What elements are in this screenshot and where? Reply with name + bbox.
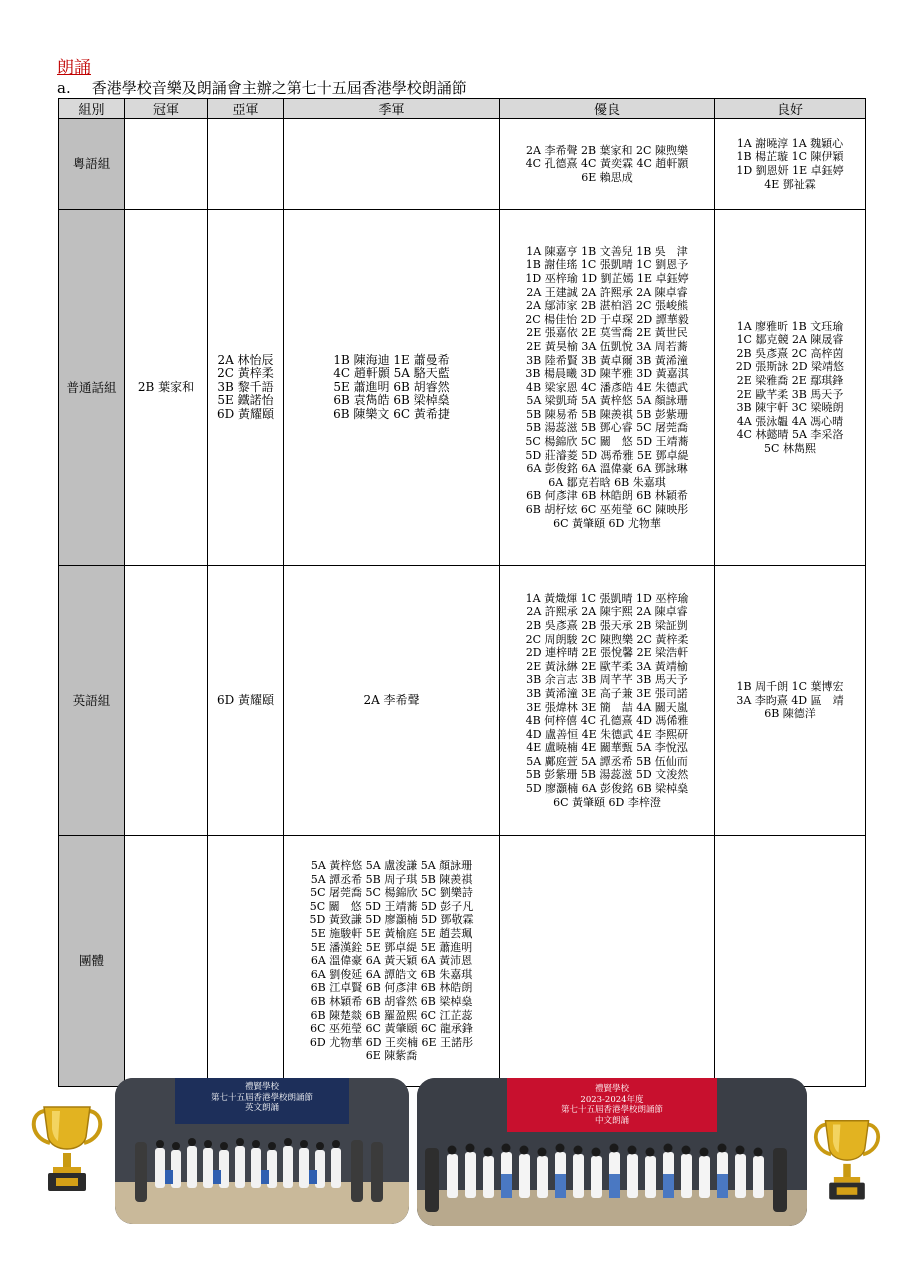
- champion-cell: [125, 119, 208, 210]
- name-line: 6D 黃耀頤: [216, 406, 275, 421]
- name-line: 5C 楊錦欣 5C 關 悠 5D 王靖蕎: [525, 435, 689, 449]
- left-banner-line: 第七十五屆香港學校朗誦節: [210, 1092, 313, 1103]
- table-row: [59, 836, 866, 1087]
- name-line: 4B 梁家恩 4C 潘彥皓 4E 朱德武: [525, 380, 688, 394]
- name-line: 1A 廖雅昕 1B 文珏瑜: [736, 319, 844, 333]
- name-line: 6B 陳楚燚 6B 羅盈熙 6C 江芷蕊: [310, 1008, 473, 1022]
- name-line: 2A 王建誠 2A 許熙承 2A 陳卓睿: [526, 285, 688, 299]
- name-line: 1A 黃熾煇 1C 張凱晴 1D 巫梓瑜: [525, 591, 689, 605]
- trophy-icon: [26, 1103, 108, 1199]
- name-line: 5A 梁凱琦 5A 黃梓悠 5A 顏詠珊: [526, 394, 688, 408]
- name-line: 2C 黃梓柔: [217, 366, 274, 381]
- subheading-title: 香港學校音樂及朗誦會主辦之第七十五屆香港學校朗誦節: [91, 79, 467, 97]
- second-runner-cell: [284, 210, 500, 566]
- name-line: 6A 彭俊銘 6A 溫偉豪 6A 鄧詠琳: [526, 462, 688, 476]
- header-merit: 優良: [500, 99, 715, 119]
- name-line: 3B 黎千語: [217, 379, 274, 394]
- name-line: 5E 潘漢銓 5E 鄧卓緹 5E 蕭進明: [310, 940, 473, 954]
- trophy-icon: [808, 1117, 886, 1207]
- table-row: [59, 210, 866, 566]
- name-line: 6D 黃耀頤: [216, 692, 275, 707]
- name-line: 4D 盧善恒 4E 朱德武 4E 李熙研: [525, 727, 689, 741]
- name-line: 5B 陳易希 5B 陳羨祺 5B 彭紫珊: [526, 407, 688, 421]
- first-runner-cell: [208, 836, 284, 1087]
- group-cell: 粵語組: [59, 119, 125, 210]
- name-line: 5C 關 悠 5D 王靖蕎 5D 彭子凡: [309, 899, 474, 913]
- left-banner-line: 英文朗誦: [244, 1103, 279, 1113]
- name-line: 2B 葉家和: [137, 379, 195, 394]
- group-photo-english: [115, 1078, 409, 1224]
- group-cell: 團體: [59, 836, 125, 1087]
- name-line: 5B 湯蕊滋 5B 鄧心睿 5C 屠莞喬: [525, 421, 689, 435]
- champion-cell: [125, 836, 208, 1087]
- header-group: 組別: [59, 99, 125, 119]
- name-line: 5D 莊濬菱 5D 馮希雅 5E 鄧卓緹: [525, 448, 689, 462]
- name-line: 5D 黃致謙 5D 廖灝楠 5D 鄧敬霖: [309, 913, 474, 927]
- name-line: 2A 許熙承 2A 陳宇熙 2A 陳卓睿: [526, 605, 688, 619]
- name-line: 6B 胡杍炫 6C 巫苑瑩 6C 陳映彤: [525, 503, 689, 517]
- name-line: 4B 何梓僖 4C 孔德熹 4D 馮俙雅: [525, 714, 689, 728]
- name-line: 6B 何彥津 6B 林皓朗 6B 林穎希: [526, 489, 688, 503]
- name-line: 1B 陳海迪 1E 蕭曼希: [333, 352, 450, 367]
- name-line: 4A 張泳韞 4A 馮心晴: [736, 414, 844, 428]
- name-line: 3B 余言志 3B 周芊芊 3B 馬天予: [526, 673, 688, 687]
- name-line: 2D 連梓晴 2E 張悅馨 2E 梁浩軒: [525, 646, 689, 660]
- group-cell: 普通話組: [59, 210, 125, 566]
- name-line: 5C 屠莞喬 5C 楊錦欣 5C 劉樂詩: [310, 886, 473, 900]
- name-line: 2C 楊佳怡 2D 于卓琛 2D 譚華毅: [525, 312, 689, 326]
- name-line: 1D 巫梓瑜 1D 劉芷嫣 1E 卓鈺婷: [525, 271, 689, 285]
- subheading-letter: a.: [57, 79, 71, 97]
- champion-cell: [125, 566, 208, 836]
- name-line: 6E 賴思成: [581, 170, 633, 184]
- name-line: 5E 蕭進明 6B 胡睿然: [333, 379, 450, 394]
- name-line: 6C 黃肇頤 6D 尤物華: [553, 516, 661, 530]
- name-line: 2D 張斯詠 2D 梁靖悠: [735, 360, 845, 374]
- name-line: 6D 尤物華 6D 王奕楠 6E 王諾彤: [309, 1035, 474, 1049]
- name-line: 6C 巫苑瑩 6C 黃肇頤 6C 龍承鋒: [310, 1022, 473, 1036]
- name-line: 3E 張煒林 3E 簡 喆 4A 關天嵐: [526, 700, 688, 714]
- second-runner-cell: [284, 119, 500, 210]
- left-banner: [115, 1082, 409, 1114]
- first-runner-cell: [208, 119, 284, 210]
- name-line: 2B 吳彥熹 2C 高梓茵: [736, 346, 844, 360]
- name-line: 1B 謝佳瑤 1C 張凱晴 1C 劉恩予: [525, 258, 689, 272]
- name-line: 2B 吳彥熹 2B 張天承 2B 梁証剴: [526, 618, 688, 632]
- name-line: 5A 黃梓悠 5A 盧浚謙 5A 顏詠珊: [310, 859, 473, 873]
- name-line: 3B 楊晨曦 3D 陳芊雅 3D 黃嘉淇: [525, 367, 689, 381]
- first-runner-cell: [208, 566, 284, 836]
- name-line: 1A 陳嘉亨 1B 文善兒 1B 吳 津: [526, 244, 688, 258]
- group-photo-chinese: [417, 1078, 807, 1226]
- name-line: 6B 林穎希 6B 胡睿然 6B 梁棹燊: [310, 994, 473, 1008]
- name-line: 4E 鄧祉霖: [764, 177, 816, 191]
- merit-cell: [500, 119, 715, 210]
- name-line: 1B 周千朗 1C 葉博宏: [736, 680, 844, 694]
- name-line: 6A 鄒克若晗 6B 朱嘉琪: [548, 475, 666, 489]
- name-line: 5E 鐵諾怡: [217, 393, 274, 408]
- merit-cell: [500, 210, 715, 566]
- name-line: 2E 歐芊柔 3B 馬天予: [736, 387, 844, 401]
- name-line: 6B 陳樂文 6C 黃希捷: [333, 406, 450, 421]
- proficiency-cell: [715, 566, 866, 836]
- name-line: 2A 鄔沛家 2B 湛柏滔 2C 張峻熊: [526, 299, 688, 313]
- name-line: 1B 楊芷璇 1C 陳伊穎: [736, 150, 844, 164]
- first-runner-cell: [208, 210, 284, 566]
- name-line: 5A 譚丞希 5B 周子琪 5B 陳羨祺: [310, 872, 473, 886]
- name-line: 2E 黃昊榆 3A 伍凱悅 3A 周若蕎: [526, 339, 688, 353]
- merit-cell: [500, 836, 715, 1087]
- section-heading: 朗誦: [57, 58, 91, 78]
- name-line: 2E 張嘉依 2E 莫雪喬 2E 黃世民: [526, 326, 688, 340]
- name-line: 5D 廖灝楠 6A 彭俊銘 6B 梁棹燊: [525, 782, 689, 796]
- name-line: 2E 梁雅喬 2E 鄢琪鋒: [736, 373, 844, 387]
- right-banner-line: 中文朗誦: [594, 1115, 629, 1126]
- header-champion: 冠軍: [125, 99, 208, 119]
- name-line: 5C 林雋熙: [764, 441, 816, 455]
- name-line: 1A 謝曉淳 1A 魏穎心: [736, 136, 844, 150]
- name-line: 2C 周朗駿 2C 陳煦樂 2C 黃梓柔: [525, 632, 689, 646]
- group-cell: 英語組: [59, 566, 125, 836]
- name-line: 1C 鄒克競 2A 陳晟睿: [736, 333, 844, 347]
- right-banner-line: 2023-2024年度: [580, 1094, 644, 1105]
- table-row: [59, 566, 866, 836]
- proficiency-cell: [715, 210, 866, 566]
- name-line: 2A 李希聲: [363, 692, 420, 707]
- name-line: 6A 劉俊延 6A 譚皓文 6B 朱嘉琪: [310, 967, 473, 981]
- name-line: 6A 溫偉豪 6A 黃天穎 6A 黃沛恩: [310, 954, 473, 968]
- right-banner: [417, 1084, 807, 1126]
- name-line: 6B 袁雋皓 6B 梁棹燊: [333, 393, 450, 408]
- name-line: 4E 盧曉楠 4E 關華甄 5A 李悅泓: [526, 741, 688, 755]
- name-line: 2A 李希聲 2B 葉家和 2C 陳煦樂: [526, 143, 688, 157]
- name-line: 4C 趙軒顥 5A 駱天藍: [333, 366, 450, 381]
- name-line: 1D 劉恩妍 1E 卓鈺婷: [736, 164, 844, 177]
- name-line: 5A 鄺庭萱 5A 譚丞希 5B 伍仙而: [526, 754, 688, 768]
- left-banner-line: 禮賢學校: [244, 1082, 279, 1092]
- name-line: 5E 施駿軒 5E 黃榆庭 5E 趙芸珮: [310, 927, 473, 941]
- header-second-runner: 季軍: [284, 99, 500, 119]
- right-banner-line: 第七十五屆香港學校朗誦節: [560, 1105, 663, 1115]
- proficiency-cell: [715, 836, 866, 1087]
- name-line: 6B 陳德洋: [764, 707, 816, 721]
- header-proficiency: 良好: [715, 99, 866, 119]
- champion-cell: [125, 210, 208, 566]
- merit-cell: [500, 566, 715, 836]
- name-line: 4C 林懿晴 5A 李采洛: [736, 428, 844, 442]
- name-line: 3B 陳宇軒 3C 梁曉朗: [736, 401, 844, 415]
- name-line: 3A 李昀熹 4D 區 靖: [736, 693, 844, 707]
- name-line: 3B 陸希賢 3B 黃卓爾 3B 黃浠潼: [526, 353, 688, 367]
- table-row: [59, 119, 866, 210]
- name-line: 6E 陳紫喬: [365, 1049, 418, 1063]
- second-runner-cell: [284, 836, 500, 1087]
- name-line: 2E 黃泳綝 2E 歐芊柔 3A 黃靖榆: [526, 659, 688, 673]
- second-runner-cell: [284, 566, 500, 836]
- name-line: 5B 彭紫珊 5B 湯蕊滋 5D 文浚然: [525, 768, 689, 782]
- name-line: 2A 林怡辰: [217, 352, 274, 367]
- name-line: 3B 黃浠潼 3E 高子兼 3E 張司諾: [526, 686, 688, 700]
- header-first-runner: 亞軍: [208, 99, 284, 119]
- results-table: [58, 98, 866, 1087]
- name-line: 6C 黃肇頤 6D 李梓澄: [553, 795, 661, 809]
- proficiency-cell: [715, 119, 866, 210]
- right-banner-line: 禮賢學校: [594, 1084, 629, 1094]
- subheading: [57, 79, 467, 97]
- table-header-row: [59, 99, 866, 119]
- name-line: 4C 孔德熹 4C 黃奕霖 4C 趙軒顥: [525, 157, 689, 171]
- name-line: 6B 江卓賢 6B 何彥津 6B 林皓朗: [310, 981, 473, 995]
